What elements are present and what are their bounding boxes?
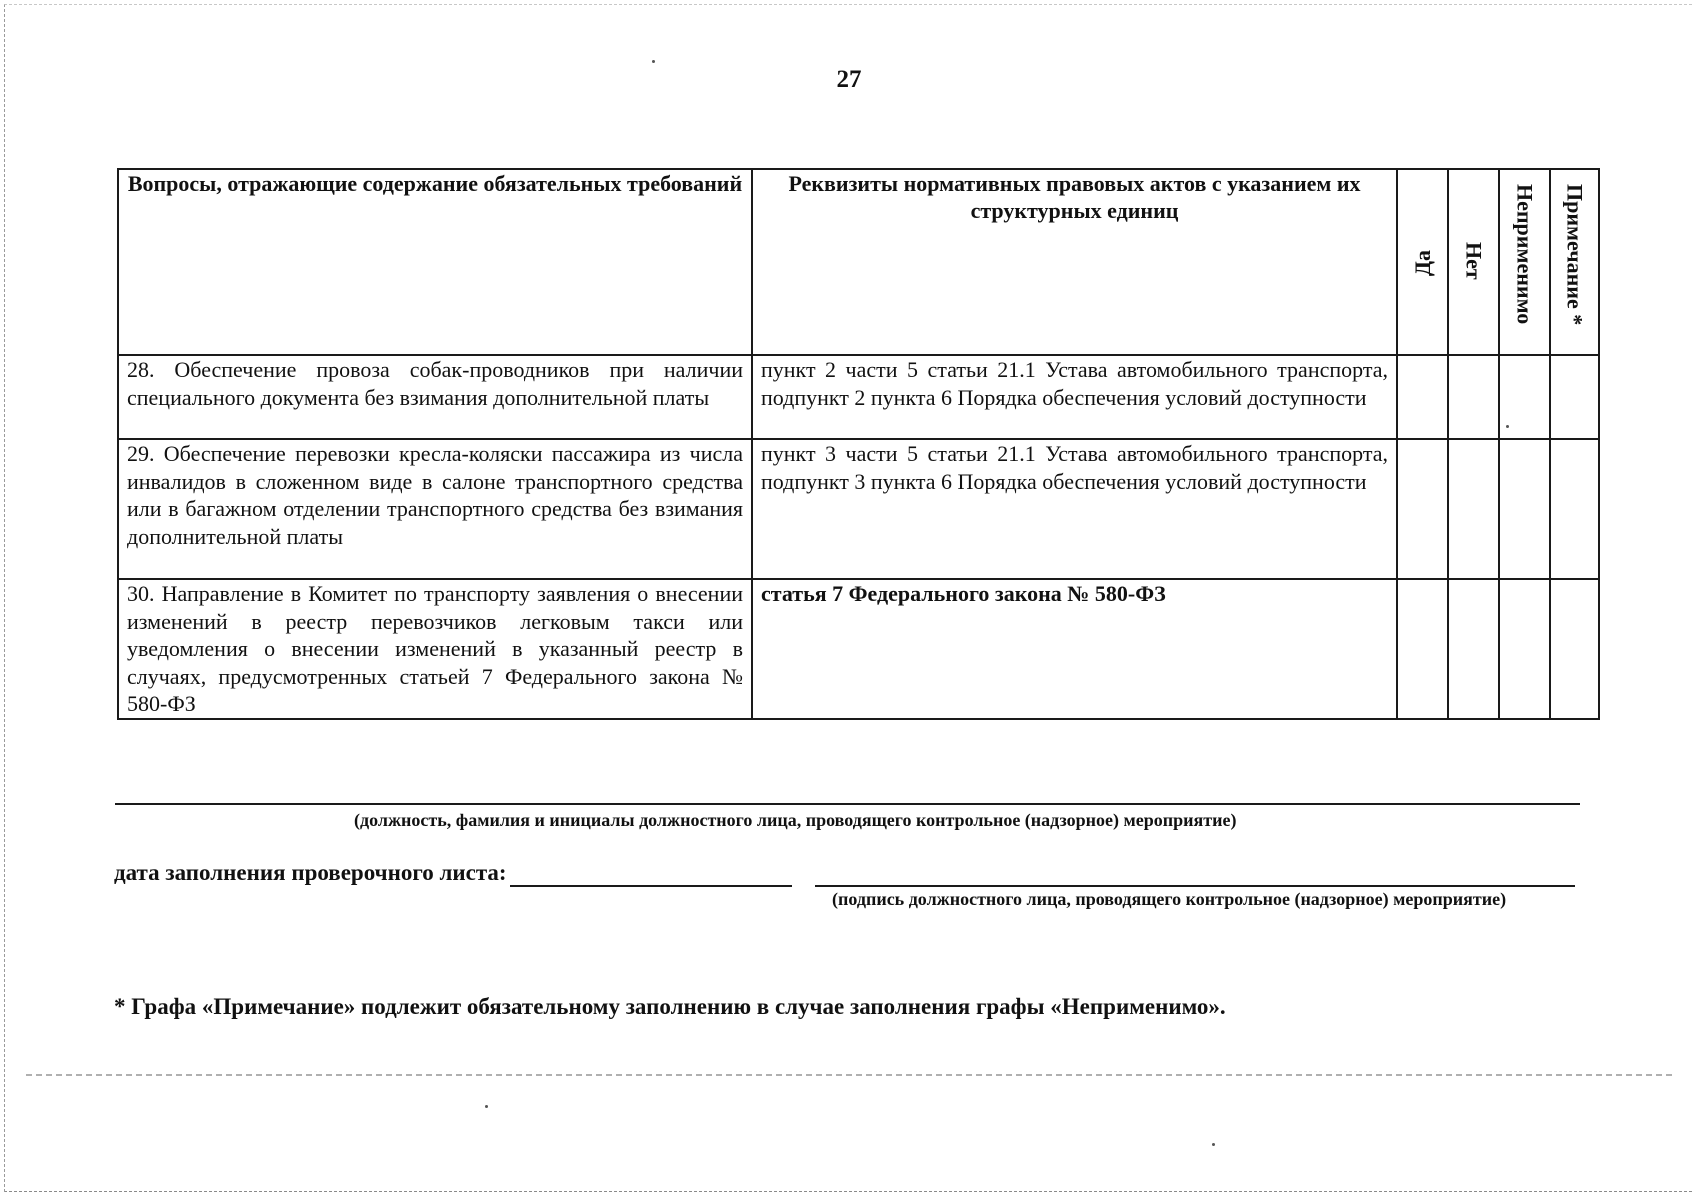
row-requisites: статья 7 Федерального закона № 580-ФЗ — [752, 579, 1397, 719]
header-note: Примечание * — [1562, 184, 1588, 326]
note-cell[interactable] — [1550, 439, 1599, 579]
scan-artifact-line — [26, 1074, 1672, 1076]
row-question: 30. Направление в Комитет по транспорту заявления о внесении изменений в реестр перевозчиков легковым такси или уведомления о внесении изменений в указанный реестр в случаях, предусмотренных статьей 7 Федерального закона № 580-ФЗ — [118, 579, 752, 719]
not-applicable-cell[interactable] — [1499, 579, 1550, 719]
header-requisites: Реквизиты нормативных правовых актов с указанием их структурных единиц — [752, 169, 1397, 355]
scan-speck — [652, 60, 655, 63]
header-questions: Вопросы, отражающие содержание обязательных требований — [118, 169, 752, 355]
checklist-table — [117, 168, 1600, 720]
official-caption: (должность, фамилия и инициалы должностного лица, проводящего контрольное (надзорное) мероприятие) — [354, 810, 1237, 830]
row-question: 29. Обеспечение перевозки кресла-коляски пассажира из числа инвалидов в сложенном виде в салоне транспортного средства или в багажном отделении транспортного средства без взимания дополнительной платы — [118, 439, 752, 579]
signature-line[interactable] — [815, 885, 1575, 887]
footnote: * Графа «Примечание» подлежит обязательному заполнению в случае заполнения графы «Неприменимо». — [114, 994, 1226, 1019]
scan-speck — [485, 1105, 488, 1108]
row-question: 28. Обеспечение провоза собак-проводников при наличии специального документа без взимания дополнительной платы — [118, 355, 752, 439]
note-cell[interactable] — [1550, 579, 1599, 719]
page-number: 27 — [836, 66, 862, 93]
official-name-line[interactable] — [115, 803, 1580, 805]
date-field-line[interactable] — [510, 885, 792, 887]
yes-cell[interactable] — [1397, 439, 1448, 579]
no-cell[interactable] — [1448, 355, 1499, 439]
scan-speck — [1506, 425, 1509, 428]
yes-cell[interactable] — [1397, 579, 1448, 719]
note-cell[interactable] — [1550, 355, 1599, 439]
header-yes-cell — [1397, 169, 1448, 355]
table-row — [118, 355, 1599, 439]
date-label: дата заполнения проверочного листа: — [114, 860, 507, 885]
signature-caption: (подпись должностного лица, проводящего контрольное (надзорное) мероприятие) — [832, 889, 1507, 909]
no-cell[interactable] — [1448, 439, 1499, 579]
row-requisites: пункт 2 части 5 статьи 21.1 Устава автомобильного транспорта, подпункт 2 пункта 6 Порядка обеспечения условий доступности — [752, 355, 1397, 439]
no-cell[interactable] — [1448, 579, 1499, 719]
header-note-cell — [1550, 169, 1599, 355]
header-not-applicable: Неприменимо — [1512, 184, 1538, 325]
header-no-cell — [1448, 169, 1499, 355]
not-applicable-cell[interactable] — [1499, 439, 1550, 579]
header-row — [118, 169, 1599, 355]
header-not-applicable-cell — [1499, 169, 1550, 355]
yes-cell[interactable] — [1397, 355, 1448, 439]
scan-speck — [1212, 1143, 1215, 1146]
row-requisites: пункт 3 части 5 статьи 21.1 Устава автомобильного транспорта, подпункт 3 пункта 6 Порядка обеспечения условий доступности — [752, 439, 1397, 579]
header-yes: Да — [1409, 250, 1435, 277]
table-row — [118, 579, 1599, 719]
header-no: Нет — [1461, 242, 1487, 280]
table-row — [118, 439, 1599, 579]
